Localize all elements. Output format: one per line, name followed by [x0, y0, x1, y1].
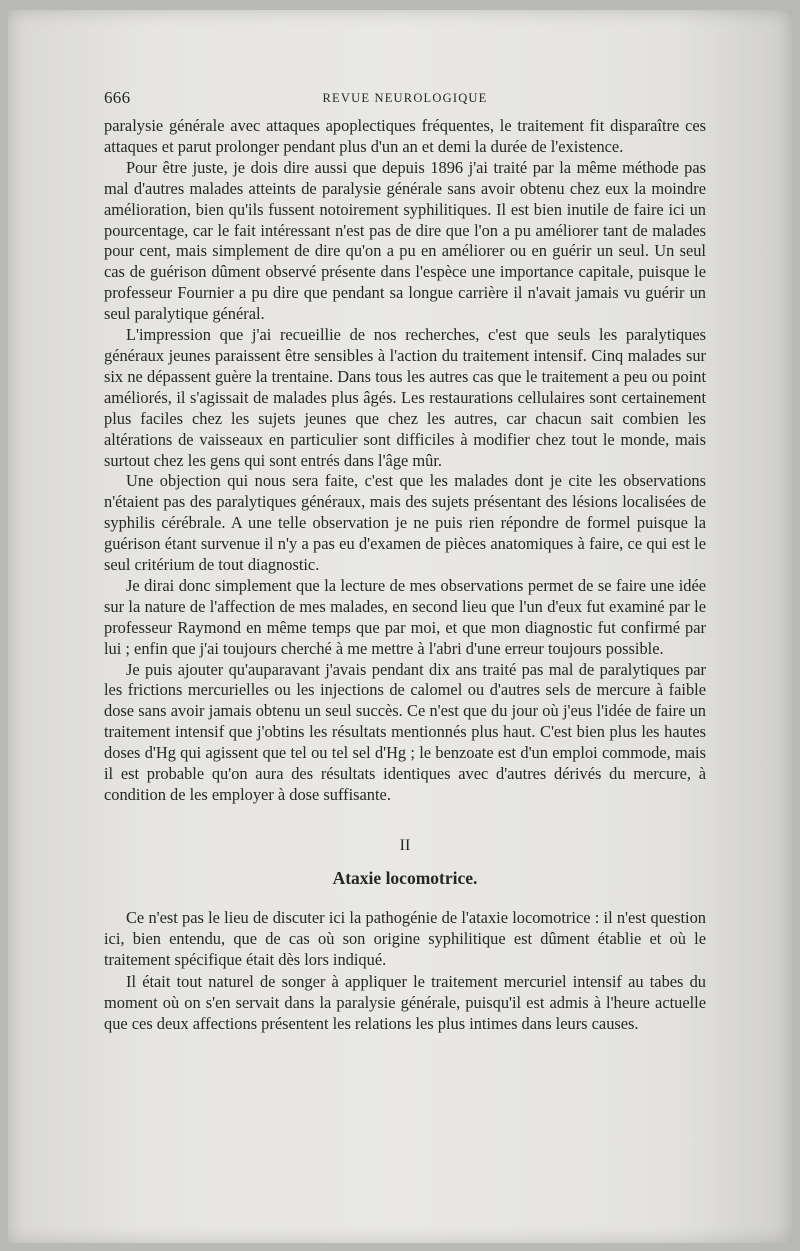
page-content	[104, 88, 706, 1034]
body-text	[104, 116, 706, 806]
paragraph: Il était tout naturel de songer à appliquer le traitement mercuriel intensif au tabes du moment où on s'en servait dans la paralysie générale, puisqu'il est admis à l'heure actuelle que ces deux affections présentent les relations les plus intimes dans leurs causes.	[104, 971, 706, 1033]
page-number: 666	[104, 88, 131, 107]
section-body	[104, 907, 706, 1034]
paragraph: L'impression que j'ai recueillie de nos recherches, c'est que seuls les paralytiques généraux jeunes paraissent être sensibles à l'action du traitement intensif. Cinq malades sur six ne dépassent guère la trentaine. Dans tous les autres cas que le traitement a peu ou point améliorés, il s'agissait de malades plus âgés. Les restaurations cellulaires sont certainement plus faciles chez les sujets jeunes que chez les autres, car chacun sait combien les altérations de vaisseaux en particulier sont difficiles à modifier chez tout le monde, mais surtout chez les gens qui sont entrés dans l'âge mûr.	[104, 325, 706, 470]
paragraph: Ce n'est pas le lieu de discuter ici la pathogénie de l'ataxie locomotrice : il n'est question ici, bien entendu, que de cas où son origine syphilitique est dûment établie et où le traitement spécifique était dès lors indiqué.	[104, 907, 706, 970]
paragraph: Je puis ajouter qu'auparavant j'avais pendant dix ans traité pas mal de paralytiques par les frictions mercurielles ou les injections de calomel ou d'autres sels de mercure à faible dose sans avoir jamais obtenu un seul succès. Ce n'est que du jour où j'eus l'idée de faire un traitement intensif que j'obtins les résultats mentionnés plus haut. C'est bien plus les hautes doses d'Hg qui agissent que tel ou tel sel d'Hg ; le benzoate est d'un emploi commode, mais il est probable qu'on aura des résultats identiques avec d'autres dérivés du mercure, à condition de les employer à dose suffisante.	[104, 659, 706, 804]
journal-title: REVUE NEUROLOGIQUE	[322, 91, 488, 105]
paragraph: Une objection qui nous sera faite, c'est que les malades dont je cite les observations n'étaient pas des paralytiques généraux, mais des sujets présentant des lésions localisées de syphilis cérébrale. A une telle observation je ne puis rien répondre de formel puisque la guérison étant survenue il n'y a pas eu d'examen de pièces anatomiques à faire, ce qui est le seul critérium de tout diagnostic.	[104, 471, 706, 575]
paragraph: Pour être juste, je dois dire aussi que depuis 1896 j'ai traité par la même méthode pas mal d'autres malades atteints de paralysie générale sans avoir obtenu chez eux la moindre amélioration, bien qu'ils fussent notoirement syphilitiques. Il est bien inutile de faire ici un pourcentage, car le fait intéressant n'est pas de dire que l'on a pu améliorer tant de malades pour cent, mais simplement de dire qu'on a pu en améliorer ou en guérir un seul. Un seul cas de guérison dûment observé présente dans l'espèce une importance capitale, puisque le professeur Fournier a pu dire que pendant sa longue carrière il n'avait jamais vu guérir un seul paralytique général.	[104, 157, 706, 324]
paragraph: Je dirai donc simplement que la lecture de mes observations permet de se faire une idée sur la nature de l'affection de mes malades, en second lieu que l'un d'eux fut examiné par le professeur Raymond en même temps que par moi, et que mon diagnostic fut confirmé par lui ; enfin que j'ai toujours cherché à me mettre à l'abri d'une erreur toujours possible.	[104, 575, 706, 658]
section-number: II	[399, 836, 411, 854]
running-header	[104, 88, 706, 112]
section-title: Ataxie locomotrice.	[332, 867, 478, 888]
scanned-page	[8, 10, 792, 1243]
paragraph: paralysie générale avec attaques apoplectiques fréquentes, le traitement fit disparaître ces attaques et parut prolonger pendant plus d'un an et demi la durée de l'existence.	[104, 116, 706, 156]
